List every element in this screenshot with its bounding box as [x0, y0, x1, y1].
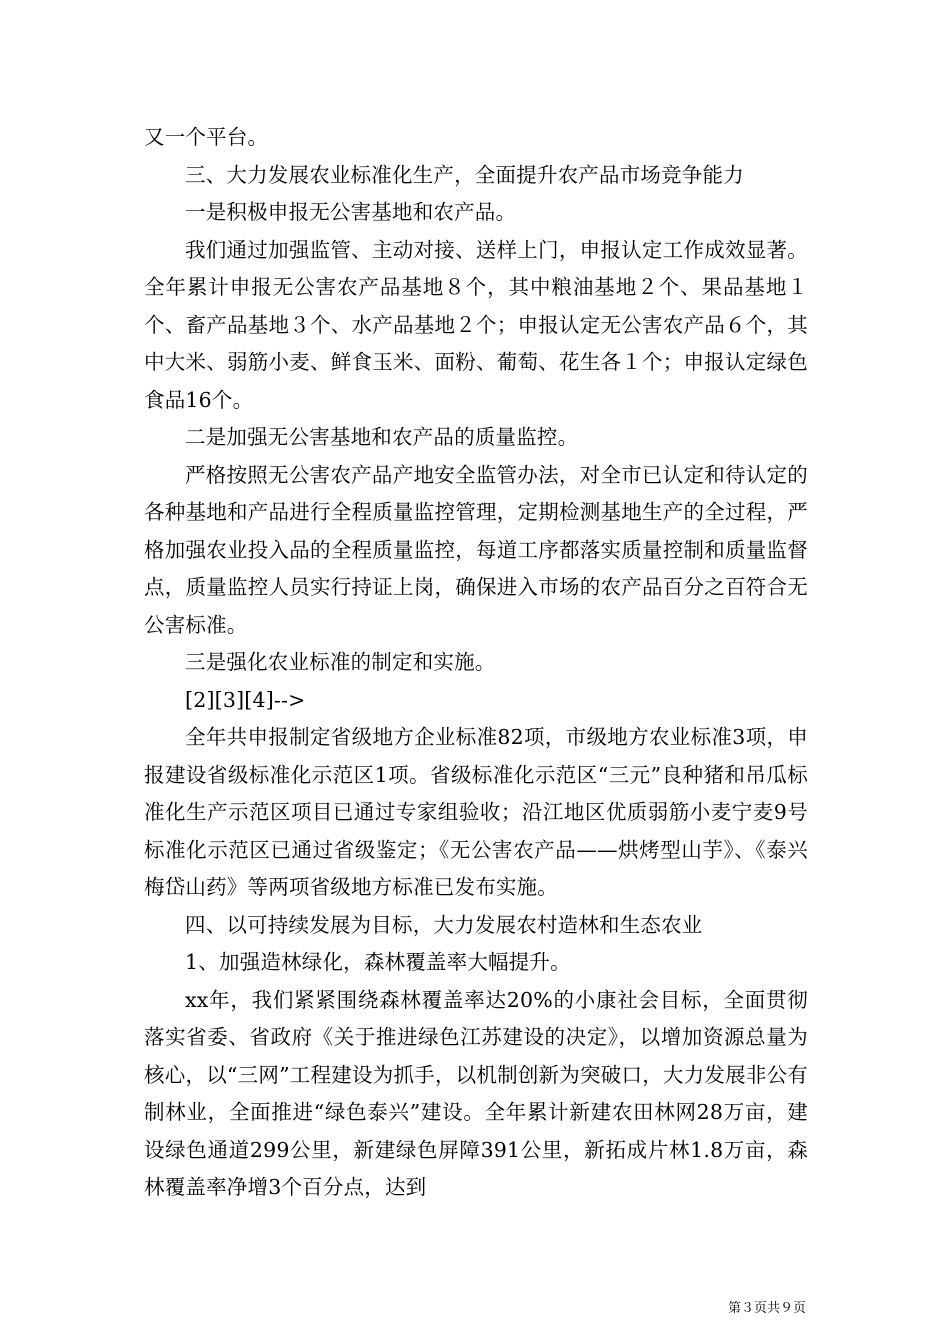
document-body: [144, 119, 808, 1207]
section-heading-3: 三、大力发展农业标准化生产，全面提升农产品市场竞争能力: [185, 162, 744, 187]
paragraph-afforestation: xx年，我们紧紧围绕森林覆盖率达20%的小康社会目标，全面贯彻落实省委、省政府《关于推进绿色江苏建设的决定》，以增加资源总量为核心，以“三网”工程建设为抓手，以机制创新为突破口，大力发展非公有制林业，全面推进“绿色泰兴”建设。全年累计新建农田林网28万亩，建设绿色通道299公里，新建绿色屏障391公里，新拓成片林1.8万亩，森林覆盖率净增3个百分点，达到: [144, 987, 808, 1199]
paragraph-certification: 我们通过加强监管、主动对接、送样上门，申报认定工作成效显著。全年累计申报无公害农产品基地８个，其中粮油基地２个、果品基地１个、畜产品基地３个、水产品基地２个；申报认定无公害农产品６个，其中大米、弱筋小麦、鲜食玉米、面粉、葡萄、花生各１个；申报认定绿色食品16个。: [144, 237, 808, 412]
subheading-3: 三是强化农业标准的制定和实施。: [185, 650, 496, 674]
reference-marker: [2][3][4]-->: [185, 687, 306, 712]
section-heading-4: 四、以可持续发展为目标，大力发展农村造林和生态农业: [185, 912, 703, 937]
page-number: 第３页共９页: [727, 1301, 806, 1316]
paragraph-standards: 全年共申报制定省级地方企业标准82项，市级地方农业标准3项，申报建设省级标准化示范区1项。省级标准化示范区“三元”良种猪和吊瓜标准化生产示范区项目已通过专家组验收；沿江地区优质弱筋小麦宁麦9号标准化示范区已通过省级鉴定；《无公害农产品——烘烤型山芋》、《泰兴梅岱山药》等两项省级地方标准已发布实施。: [144, 725, 808, 899]
subheading-1: 一是积极申报无公害基地和农产品。: [185, 200, 517, 224]
paragraph-quality-monitoring: 严格按照无公害农产品产地安全监管办法，对全市已认定和待认定的各种基地和产品进行全程质量监控管理，定期检测基地生产的全过程，严格加强农业投入品的全程质量监控，每道工序都落实质量控制和质量监督点，质量监控人员实行持证上岗，确保进入市场的农产品百分之百符合无公害标准。: [144, 462, 808, 637]
subheading-afforestation: 1、加强造林绿化，森林覆盖率大幅提升。: [185, 950, 571, 974]
subheading-2: 二是加强无公害基地和农产品的质量监控。: [185, 425, 579, 449]
paragraph-continuation: 又一个平台。: [144, 125, 269, 149]
